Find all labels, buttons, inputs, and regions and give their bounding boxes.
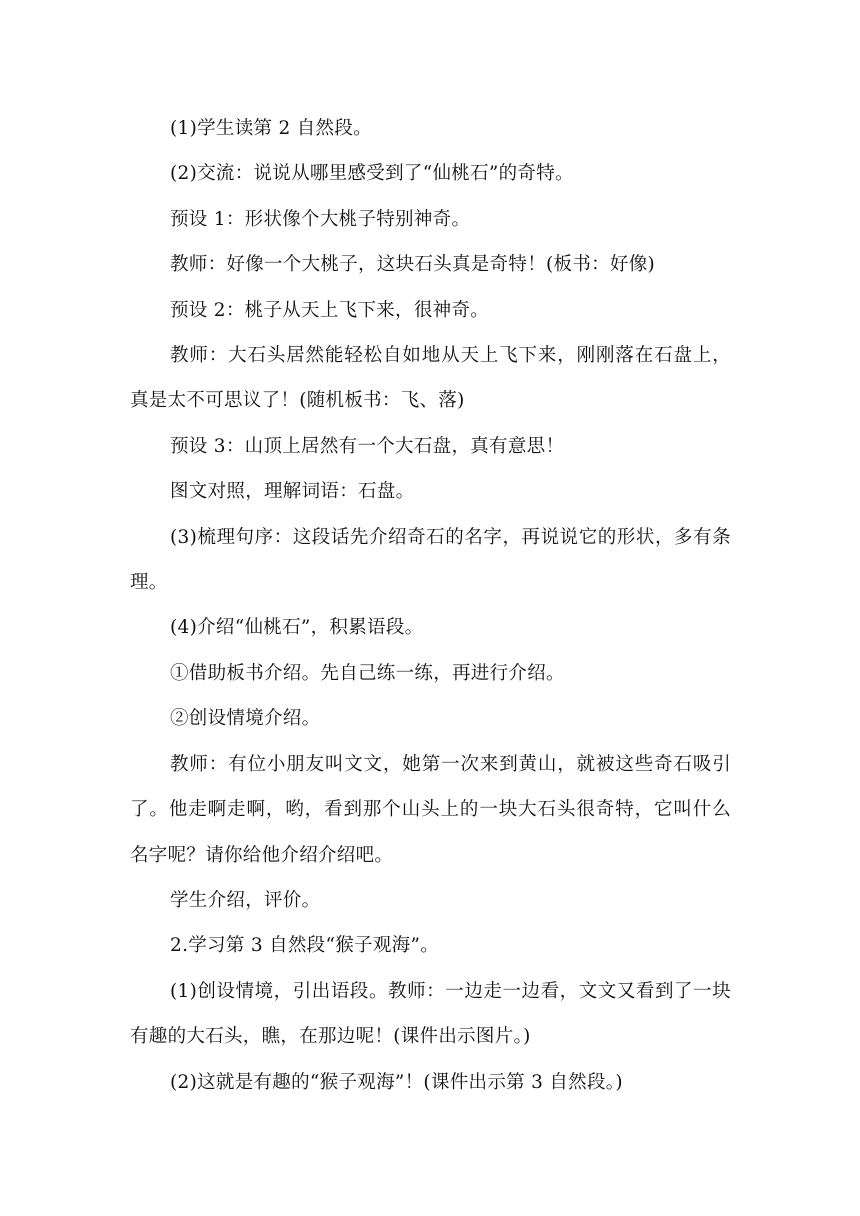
paragraph: ②创设情境介绍。 bbox=[170, 708, 321, 730]
paragraph: 图文对照，理解词语：石盘。 bbox=[170, 481, 415, 503]
paragraph: 2.学习第 3 自然段“猴子观海”。 bbox=[170, 935, 439, 957]
paragraph: 学生介绍，评价。 bbox=[170, 889, 321, 911]
paragraph: 教师：好像一个大桃子，这块石头真是奇特！(板书：好像) bbox=[170, 254, 656, 276]
paragraph: ①借助板书介绍。先自己练一练，再进行介绍。 bbox=[170, 662, 565, 684]
paragraph: (1)学生读第 2 自然段。 bbox=[170, 118, 372, 139]
paragraph: (2)这就是有趣的“猴子观海”！(课件出示第 3 自然段。) bbox=[170, 1071, 623, 1093]
paragraph: (1)创设情境，引出语段。教师：一边走一边看，文文又看到了一块有趣的大石头，瞧，在那边呢！(课件出示图片。) bbox=[130, 980, 731, 1048]
paragraph: 教师：大石头居然能轻松自如地从天上飞下来，刚刚落在石盘上，真是太不可思议了！(随机板书：飞、落) bbox=[130, 345, 731, 412]
paragraph: (4)介绍“仙桃石”，积累语段。 bbox=[170, 617, 424, 639]
paragraph: 预设 3：山顶上居然有一个大石盘，真有意思！ bbox=[170, 435, 565, 457]
paragraph: (2)交流：说说从哪里感受到了“仙桃石”的奇特。 bbox=[170, 163, 574, 185]
document-body bbox=[130, 106, 731, 1105]
paragraph: 预设 1：形状像个大桃子特别神奇。 bbox=[170, 208, 471, 230]
paragraph: 预设 2：桃子从天上飞下来，很神奇。 bbox=[170, 299, 490, 321]
paragraph: (3)梳理句序：这段话先介绍奇石的名字，再说说它的形状，多有条理。 bbox=[130, 526, 731, 594]
paragraph: 教师：有位小朋友叫文文，她第一次来到黄山，就被这些奇石吸引了。他走啊走啊，哟，看到那个山头上的一块大石头很奇特，它叫什么名字呢？请你给他介绍介绍吧。 bbox=[130, 753, 731, 866]
